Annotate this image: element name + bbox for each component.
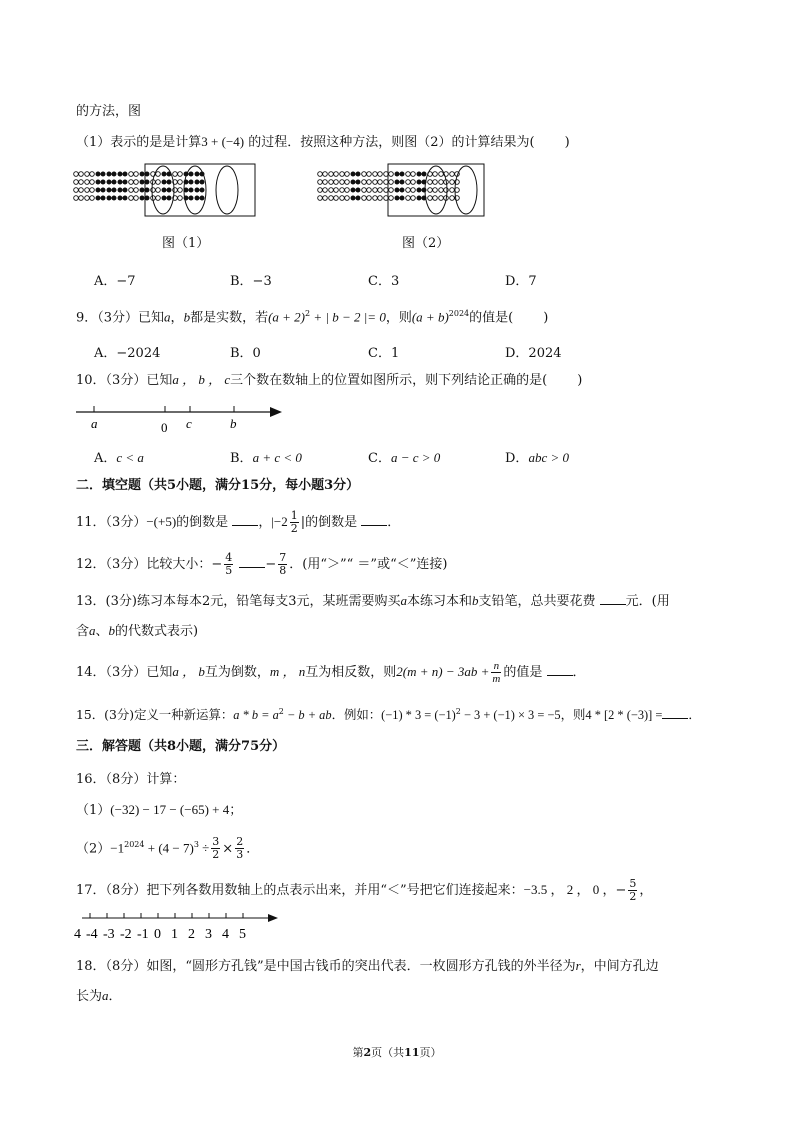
q10-label-a: a [91, 416, 98, 431]
intro-text-a: （1）表示的是是计算 [76, 135, 202, 150]
q9-mid: 都是实数，若 [190, 310, 269, 326]
q17-tick-label: -1 [137, 927, 149, 942]
q11-blank-1[interactable] [232, 513, 258, 526]
page-total: 11 [404, 1046, 420, 1059]
q9-prefix: 9．（3分）已知 [76, 310, 165, 326]
q10-option-d-expr: abc > 0 [528, 450, 569, 465]
q14-text: 14．（3分）已知a ， b互为倒数，m ， n互为相反数，则2(m + n) − 3ab + $\frac{n}{m}$ 的值是 ． [76, 660, 586, 685]
abacus-figure-1 [74, 164, 255, 216]
q8-option-c: C．3 [368, 274, 400, 289]
q10-option-b-expr: a + c < 0 [252, 450, 302, 465]
q9-exp2: 2 [305, 309, 311, 318]
q17-tick-label: -4 [86, 927, 98, 942]
q9-var-a: a [164, 309, 171, 325]
intro-close: ) [564, 135, 570, 150]
abacus-figures [0, 160, 794, 250]
q15-blank[interactable] [662, 706, 688, 719]
q9-option-c: C．1 [368, 346, 400, 361]
q17-tick-label: 3 [205, 927, 212, 942]
q12-text: 12．（3分）比较大小：− $\frac{4}{5}$ − $\frac{7}{8}$ ．(用“＞”“ ＝”或“＜”连接) [76, 551, 448, 577]
q9-cond: (a + 2) [268, 309, 306, 325]
q9-option-b: B．0 [230, 346, 261, 361]
q9-cond2: + | b − 2 |= 0 [310, 309, 386, 325]
q16-heading: 16．（8分）计算： [76, 772, 186, 787]
q15-text: 15．(3分)定义一种新运算：$a * b = a^2 - b$ + ab．例如：$(-1) * 3 = (-1)^2 - 3 + (-1) \times 3 = -5$，则4 * [2 * (−3)] = ． [76, 707, 701, 723]
q10-close: ) [577, 373, 583, 388]
figure-2-caption: 图（2） [402, 236, 450, 251]
q10-number-line [70, 400, 370, 440]
q11-blank-2[interactable] [361, 513, 387, 526]
q13-blank[interactable] [600, 592, 626, 605]
q10-option-a-expr: c < a [116, 450, 144, 465]
q10-option-c-expr: a − c > 0 [390, 450, 441, 465]
q10-option-d: D．abc > 0 [505, 450, 569, 466]
q10-body: 三个数在数轴上的位置如图所示，则下列结论正确的是( [230, 373, 548, 388]
q10-text [76, 371, 582, 390]
q17-tick-label: 5 [239, 927, 246, 942]
q10-option-a: A．c < a [94, 450, 144, 466]
q17-tick-label: -3 [103, 927, 115, 942]
q16-part-2: $(2)-1^{2024} + (4 - 7)^3$ ÷ $\frac{3}{2}$ × $\frac{2}{3}$ ． [76, 835, 260, 862]
q10-option-c: C．a − c > 0 [368, 450, 441, 466]
q17-tick-label: -2 [120, 927, 132, 942]
intro-line-1: 的方法，图 [76, 104, 142, 119]
abacus-figure-2 [318, 164, 484, 216]
q9-tail: 的值是( [469, 310, 514, 326]
q9-option-a: A．−2024 [94, 346, 161, 361]
q12-blank[interactable] [239, 555, 265, 568]
q9-then: ，则 [385, 310, 412, 326]
q17-tick-label: 2 [188, 927, 195, 942]
q8-option-a: A．−7 [94, 274, 136, 289]
intro-expr: 3 + (−4) [201, 134, 245, 149]
q9-sep: ， [170, 310, 184, 326]
q11-expr-2: |−2 [271, 514, 288, 529]
q8-option-d: D．7 [505, 274, 537, 289]
q8-option-b: B．−3 [230, 274, 272, 289]
q10-label-0: 0 [161, 420, 168, 435]
q17-number-line [72, 908, 302, 948]
q17-tick-label: 4 [222, 927, 229, 942]
q16-part-1: （1）(−32) − 17 − (−65) + 4； [76, 802, 243, 818]
q9-exp: 2024 [448, 309, 470, 318]
q10-vars: a ， b ， c [172, 372, 231, 387]
q14-blank[interactable] [547, 663, 573, 676]
q17-text: 17．（8分）把下列各数用数轴上的点表示出来，并用“＜”号把它们连接起来：−3.5 ， 2 ， 0 ，− $\frac{5}{2}$ ， [76, 877, 653, 903]
q9-text [76, 305, 548, 327]
q13-line-2: 含a、b的代数式表示) [76, 623, 199, 639]
figure-1-caption: 图（1） [162, 236, 210, 251]
q18-line-1: 18．（8分）如图，“圆形方孔钱”是中国古钱币的突出代表．一枚圆形方孔钱的外半径为r，中间方孔边 [76, 958, 659, 974]
arrow-icon [268, 914, 278, 922]
section-3-title: 三．解答题（共8小题，满分75分） [76, 739, 286, 754]
q18-line-2: 长为a． [76, 988, 122, 1004]
q10-option-b: B．a + c < 0 [230, 450, 302, 466]
q10-label-c: c [186, 416, 192, 431]
q17-axis-start: 4 [74, 927, 81, 942]
section-2-title: 二．填空题（共5小题，满分15分，每小题3分） [76, 478, 360, 493]
intro-text-b: 的过程．按照这种方法，则图（2）的计算结果为( [244, 135, 535, 150]
q11-text: 11．（3分）−(+5)的倒数是 ，|−2 $\frac{1}{2}$ |的倒数是 ． [76, 509, 401, 535]
q10-label-b: b [230, 416, 237, 431]
page-number: 2 [363, 1046, 372, 1059]
q11-expr-1: −(+5) [146, 514, 177, 529]
q9-expr: (a + b) [411, 309, 449, 325]
arrow-icon [270, 407, 282, 417]
q17-tick-label: 0 [154, 927, 161, 942]
page-footer: 第2页（共11页） [352, 1046, 442, 1059]
q13-line-1: 13．(3分)练习本每本2元，铅笔每支3元，某班需要购买a本练习本和b支铅笔，总共要花费 元．(用 [76, 593, 670, 609]
q17-tick-label: 1 [171, 927, 178, 942]
q9-var-b: b [183, 309, 191, 325]
intro-line-2 [76, 133, 570, 152]
q9-option-d: D．2024 [505, 346, 562, 361]
q9-close: ) [543, 310, 549, 326]
q10-prefix: 10．（3分）已知 [76, 373, 173, 388]
